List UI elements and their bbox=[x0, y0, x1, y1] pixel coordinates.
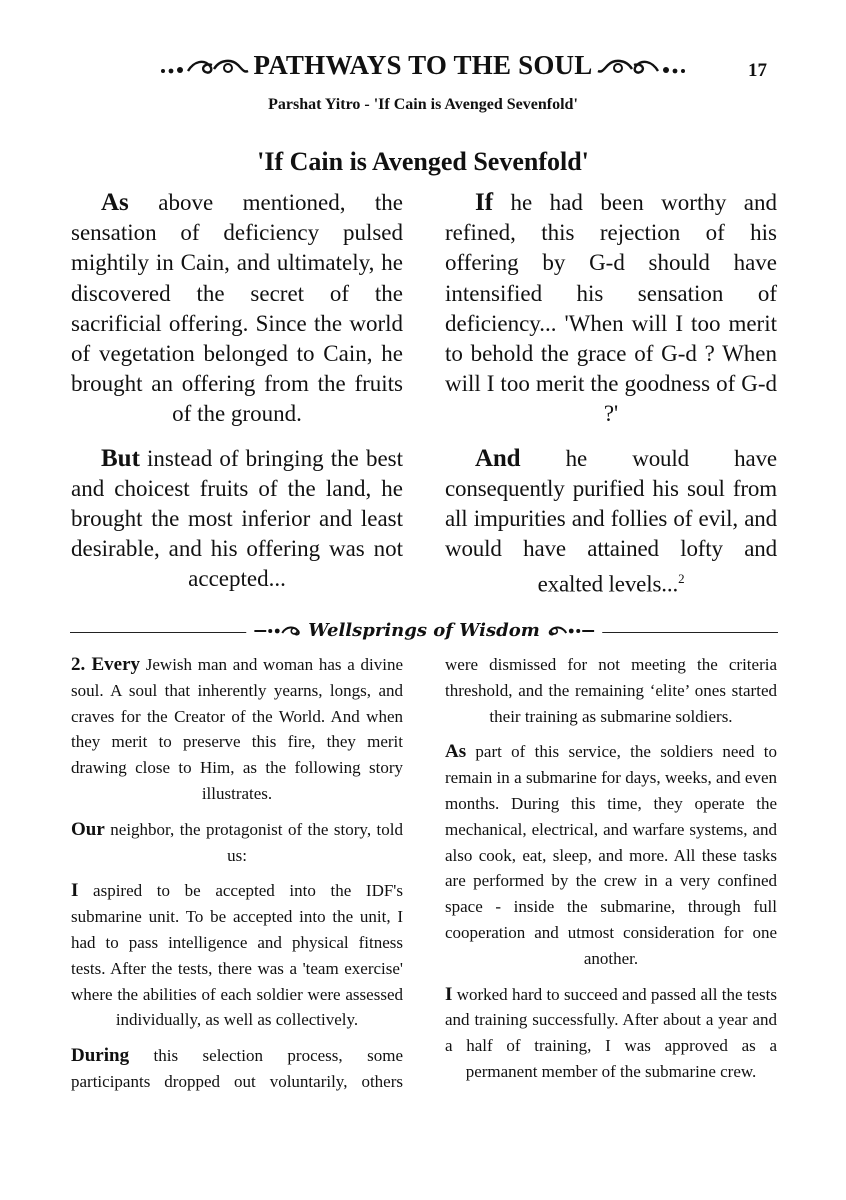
paragraph-lead-word: As bbox=[445, 741, 467, 763]
paragraph-lead-word: During bbox=[71, 1045, 130, 1067]
wisdom-paragraph bbox=[445, 739, 777, 971]
paragraph-lead-word: And bbox=[475, 444, 521, 472]
right-flourish-ornament bbox=[596, 55, 688, 77]
divider-label: Wellsprings of Wisdom bbox=[308, 620, 540, 641]
paragraph-text: above mentioned, the sensation of deficiency pulsed mightily in Cain, and ultimately, he discovered the secret of the sacrificial offering. Since the world of vegetation belonged to Cain, he brought an offering from the fruits of the ground. bbox=[71, 190, 403, 427]
paragraph-lead-word: I bbox=[445, 983, 453, 1005]
paragraph-text: part of this service, the soldiers need to remain in a submarine for days, weeks, and even months. During this time, they operate the mechanical, electrical, and warfare systems, and also cook, eat, sleep, and more. All these tasks are performed by the crew in a very confined space - inside the submarine, through full cooperation and utmost consideration for one another. bbox=[445, 742, 777, 968]
paragraph-text: neighbor, the protagonist of the story, told us: bbox=[104, 819, 403, 865]
running-header bbox=[70, 50, 776, 90]
divider-label-wrap bbox=[246, 620, 602, 641]
paragraph-lead-word: As bbox=[101, 189, 129, 216]
wisdom-column-left bbox=[71, 652, 403, 1105]
paragraph-text: instead of bringing the best and choicest fruits of the land, he brought the most inferior and least desirable, and his offering was not accepted... bbox=[71, 445, 403, 592]
divider-left-ornament bbox=[254, 624, 304, 638]
paragraph-lead-word: I bbox=[71, 880, 79, 902]
paragraph-lead-word: Our bbox=[71, 818, 105, 840]
paragraph-text: Jewish man and woman has a divine soul. A soul that inherently yearns, longs, and craves for the Creator of the World. And when they merit to preserve this fire, they merit drawing close to Him, as the following story illustrates. bbox=[71, 655, 403, 803]
article-paragraph bbox=[71, 444, 403, 595]
article-paragraph bbox=[445, 444, 777, 601]
paragraph-text: worked hard to succeed and passed all the tests and training successfully. After about a year and a half of training, I was approved as a permanent member of the submarine crew. bbox=[445, 984, 777, 1081]
paragraph-text: this selection process, some participants dropped out voluntarily, others bbox=[71, 1046, 403, 1091]
wisdom-paragraph-continuation bbox=[445, 652, 777, 729]
paragraph-lead-word: 2. Every bbox=[71, 654, 141, 675]
header-subtitle: Parshat Yitro - 'If Cain is Avenged Sevenfold' bbox=[268, 96, 578, 113]
running-header-title: PATHWAYS TO THE SOUL bbox=[253, 50, 593, 80]
article-column-left bbox=[71, 188, 403, 609]
section-divider bbox=[70, 620, 778, 644]
paragraph-lead-word: But bbox=[101, 444, 140, 472]
paragraph-text: he would have consequently purified his soul from all impurities and follies of evil, and would have attained lofty and exalted levels... bbox=[445, 445, 777, 598]
left-flourish-ornament bbox=[158, 55, 250, 77]
article-column-right bbox=[445, 188, 777, 614]
page-number: 17 bbox=[748, 60, 767, 81]
article-paragraph bbox=[445, 188, 777, 430]
wisdom-paragraph bbox=[71, 817, 403, 869]
wisdom-paragraph bbox=[71, 878, 403, 1033]
article-paragraph bbox=[71, 188, 403, 430]
paragraph-text: he had been worthy and refined, this rejection of his offering by G-d should have intensified his sensation of deficiency... 'When will I too merit to behold the grace of G-d ? When will I too merit the goodness of G-d ?' bbox=[445, 190, 777, 427]
paragraph-lead-word: If bbox=[475, 189, 494, 216]
wisdom-column-right bbox=[445, 652, 777, 1095]
wisdom-paragraph bbox=[71, 1043, 403, 1095]
article-title: 'If Cain is Avenged Sevenfold' bbox=[257, 147, 589, 176]
wisdom-paragraph bbox=[445, 982, 777, 1085]
divider-right-ornament bbox=[544, 624, 594, 638]
footnote-marker: 2 bbox=[678, 571, 685, 587]
paragraph-text: were dismissed for not meeting the criteria threshold, and the remaining ‘elite’ ones started their training as submarine soldiers. bbox=[445, 655, 777, 726]
paragraph-text: aspired to be accepted into the IDF's submarine unit. To be accepted into the unit, I had to pass intelligence and physical fitness tests. After the tests, there was a 'team exercise' where the abilities of each soldier were assessed individually, as well as collectively. bbox=[71, 881, 403, 1030]
wisdom-paragraph bbox=[71, 652, 403, 807]
